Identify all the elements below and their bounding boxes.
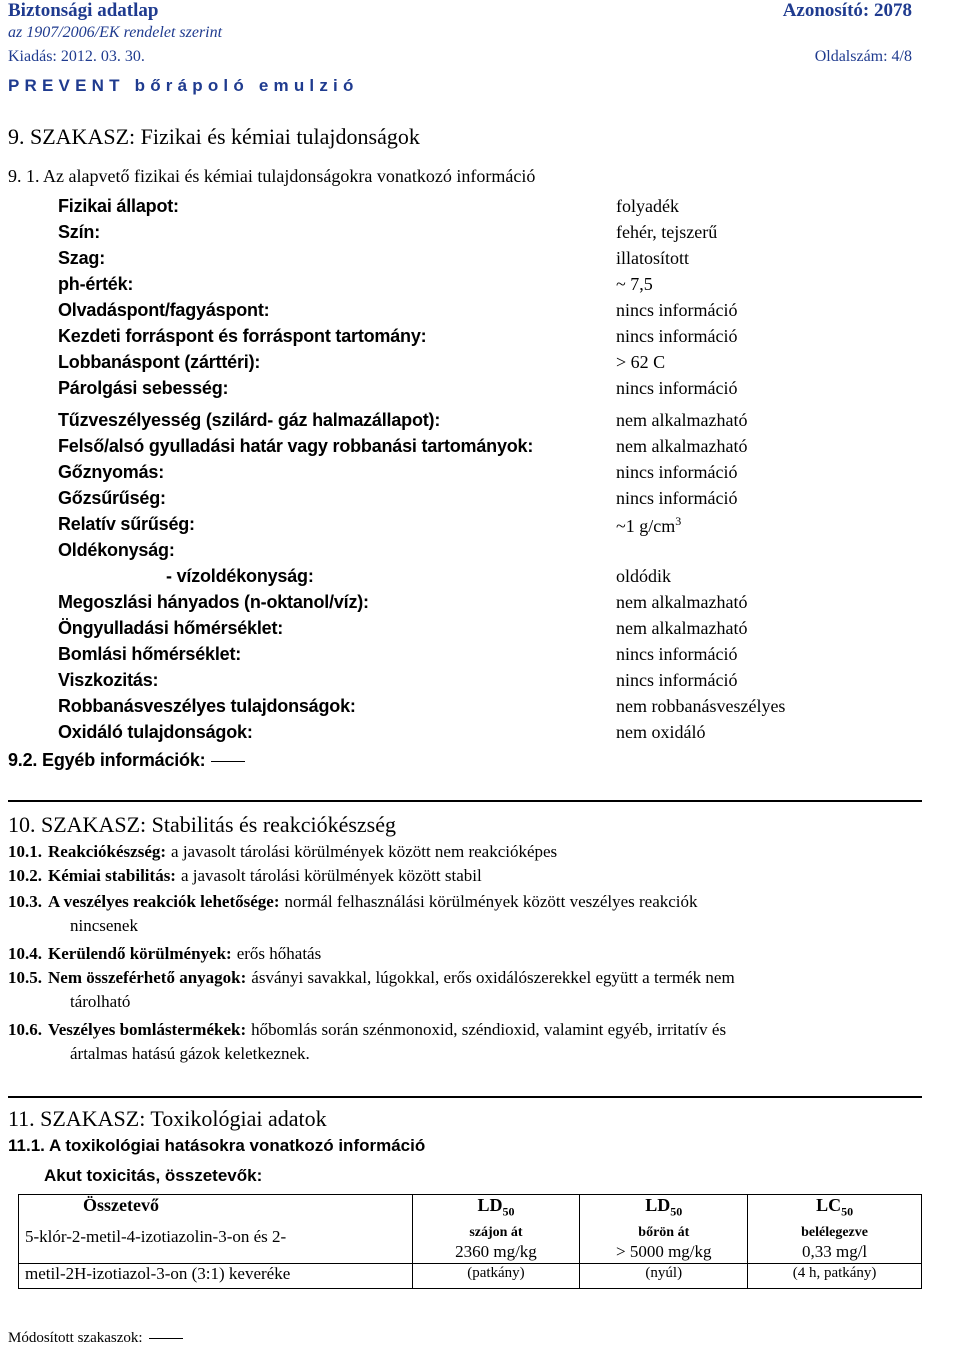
property-label: Szag: <box>58 248 106 268</box>
dermal-species: (nyúl) <box>580 1264 748 1289</box>
oral-species: (patkány) <box>412 1264 580 1289</box>
property-value <box>616 644 737 665</box>
property-value-text: fehér, tejszerű <box>616 222 718 242</box>
product-name: PREVENT bőrápoló emulzió <box>8 76 359 95</box>
document-title: Biztonsági adatlap <box>8 0 159 21</box>
property-value <box>616 696 785 717</box>
property-value-text: illatosított <box>616 248 690 268</box>
section-9-title: 9. SZAKASZ: Fizikai és kémiai tulajdonságok <box>8 124 420 149</box>
item-label: Nem összeférhető anyagok: <box>48 968 247 987</box>
property-label: Olvadáspont/fagyáspont: <box>58 300 270 320</box>
subheader-oral: szájon át 2360 mg/kg <box>412 1225 580 1264</box>
modified-sections <box>8 1330 183 1347</box>
item-label: Veszélyes bomlástermékek: <box>48 1020 247 1039</box>
toxicity-table <box>18 1194 922 1289</box>
property-label: Oldékonyság: <box>58 540 175 560</box>
property-label: Bomlási hőmérséklet: <box>58 644 242 664</box>
property-label: Relatív sűrűség: <box>58 514 195 534</box>
property-value <box>616 300 737 321</box>
item-text-continued: tárolható <box>70 992 131 1011</box>
property-label: ph-érték: <box>58 274 134 294</box>
item-number: 10.5. <box>8 968 42 987</box>
item-text-continued: ártalmas hatású gázok keletkeznek. <box>70 1044 310 1063</box>
dash-mark <box>211 761 245 762</box>
property-value-text: ~1 g/cm <box>616 516 676 536</box>
property-value-text: nem oxidáló <box>616 722 706 742</box>
property-value <box>616 352 665 373</box>
issue-date: Kiadás: 2012. 03. 30. <box>8 48 145 65</box>
property-value <box>616 722 705 743</box>
item-number: 10.4. <box>8 944 42 963</box>
property-label: Megoszlási hányados (n-oktanol/víz): <box>58 592 369 612</box>
section-9-1-subtitle: 9. 1. Az alapvető fizikai és kémiai tulajdonságokra vonatkozó információ <box>8 166 536 186</box>
property-value-text: oldódik <box>616 566 672 586</box>
dash-mark <box>149 1338 183 1339</box>
stability-item <box>8 968 735 988</box>
property-value-text: nincs információ <box>616 326 738 346</box>
property-value <box>616 378 737 399</box>
other-info-label: 9.2. Egyéb információk: <box>8 750 206 770</box>
stability-item <box>8 1020 726 1040</box>
property-label: - vízoldékonyság: <box>166 566 314 586</box>
inhalation-species: (4 h, patkány) <box>748 1264 922 1289</box>
property-value-text: ~ 7,5 <box>616 274 653 294</box>
inhalation-value: 0,33 mg/l <box>801 1242 868 1261</box>
section-divider <box>8 1096 922 1098</box>
stability-item <box>8 866 482 886</box>
header-component: Összetevő <box>19 1195 413 1226</box>
table-header-row <box>19 1195 922 1226</box>
document-id: Azonosító: 2078 <box>782 0 912 21</box>
component-cell <box>19 1225 413 1264</box>
property-value-text: folyadék <box>616 196 679 216</box>
item-number: 10.1. <box>8 842 42 861</box>
property-value-text: nincs információ <box>616 300 738 320</box>
modified-sections-label: Módosított szakaszok: <box>8 1330 143 1346</box>
item-label: A veszélyes reakciók lehetősége: <box>48 892 280 911</box>
item-text-continued: nincsenek <box>70 916 138 935</box>
property-value-text: nincs információ <box>616 462 738 482</box>
table-caption: Akut toxicitás, összetevők: <box>44 1166 263 1185</box>
table-row <box>19 1264 922 1289</box>
property-value <box>616 248 689 269</box>
header-lc: $LC_{50}$ <box>748 1195 922 1226</box>
section-11-title: 11. SZAKASZ: Toxikológiai adatok <box>8 1106 327 1131</box>
property-label: Szín: <box>58 222 100 242</box>
item-number: 10.3. <box>8 892 42 911</box>
regulation-reference: az 1907/2006/EK rendelet szerint <box>8 24 223 41</box>
property-value-text: nem alkalmazható <box>616 436 748 456</box>
header-ld-oral: $LD_{50}$ <box>412 1195 580 1226</box>
oral-value: 2360 mg/kg <box>455 1242 537 1261</box>
property-value <box>616 462 737 483</box>
property-value <box>616 670 737 691</box>
stability-item <box>8 842 557 862</box>
subheader-dermal: bőrön át > 5000 mg/kg <box>580 1225 748 1264</box>
dermal-value: > 5000 mg/kg <box>615 1242 712 1261</box>
item-text: hőbomlás során szénmonoxid, széndioxid, valamint egyéb, irritatív és <box>251 1020 727 1039</box>
property-label: Robbanásveszélyes tulajdonságok: <box>58 696 356 716</box>
property-value <box>616 410 747 431</box>
property-label: Felső/alsó gyulladási határ vagy robbanási tartományok: <box>58 436 534 456</box>
other-info <box>8 750 245 771</box>
property-value <box>616 488 737 509</box>
table-subheader-row <box>19 1225 922 1264</box>
property-value <box>616 436 747 457</box>
item-label: Kerülendő körülmények: <box>48 944 232 963</box>
section-divider <box>8 800 922 802</box>
property-value-text: nem alkalmazható <box>616 410 748 430</box>
property-value-text: > 62 C <box>616 352 666 372</box>
property-value-text: nincs információ <box>616 378 738 398</box>
item-text: erős hőhatás <box>236 944 322 963</box>
item-number: 10.2. <box>8 866 42 885</box>
property-label: Kezdeti forráspont és forráspont tartomány: <box>58 326 427 346</box>
property-value <box>616 514 681 537</box>
item-label: Reakciókészség: <box>48 842 167 861</box>
property-label: Tűzveszélyesség (szilárd- gáz halmazállapot): <box>58 410 441 430</box>
component-name-line2: metil-2H-izotiazol-3-on (3:1) keveréke <box>19 1264 413 1289</box>
property-value <box>616 326 737 347</box>
property-value-text: nem alkalmazható <box>616 618 748 638</box>
property-value <box>616 592 747 613</box>
property-label: Gőznyomás: <box>58 462 165 482</box>
item-label: Kémiai stabilitás: <box>48 866 176 885</box>
stability-item <box>8 892 698 912</box>
property-value-text: nincs információ <box>616 488 738 508</box>
section-10-title: 10. SZAKASZ: Stabilitás és reakciókészség <box>8 812 396 837</box>
section-11-1-subtitle: 11.1. A toxikológiai hatásokra vonatkozó információ <box>8 1136 426 1155</box>
property-value-text: nem alkalmazható <box>616 592 748 612</box>
item-number: 10.6. <box>8 1020 42 1039</box>
property-label: Gőzsűrűség: <box>58 488 166 508</box>
property-value <box>616 618 747 639</box>
item-text: normál felhasználási körülmények között veszélyes reakciók <box>284 892 698 911</box>
component-name-line1: 5-klór-2-metil-4-izotiazolin-3-on és 2- <box>25 1227 287 1246</box>
subheader-inhalation: belélegezve 0,33 mg/l <box>748 1225 922 1264</box>
property-label: Párolgási sebesség: <box>58 378 229 398</box>
item-text: a javasolt tárolási körülmények között nem reakcióképes <box>171 842 558 861</box>
property-value <box>616 274 653 295</box>
property-value <box>616 196 679 217</box>
page-number: Oldalszám: 4/8 <box>814 48 912 65</box>
property-value-superscript: 3 <box>675 514 682 528</box>
property-value-text: nincs információ <box>616 670 738 690</box>
property-value <box>616 222 717 243</box>
property-value <box>616 566 671 587</box>
property-value-text: nem robbanásveszélyes <box>616 696 786 716</box>
property-label: Viszkozitás: <box>58 670 159 690</box>
property-label: Lobbanáspont (zárttéri): <box>58 352 261 372</box>
item-text: a javasolt tárolási körülmények között stabil <box>180 866 482 885</box>
property-label: Fizikai állapot: <box>58 196 179 216</box>
property-label: Oxidáló tulajdonságok: <box>58 722 253 742</box>
item-text: ásványi savakkal, lúgokkal, erős oxidálószerekkel együtt a termék nem <box>251 968 735 987</box>
property-label: Öngyulladási hőmérséklet: <box>58 618 284 638</box>
header-ld-dermal: $LD_{50}$ <box>580 1195 748 1226</box>
property-value-text: nincs információ <box>616 644 738 664</box>
stability-item <box>8 944 321 964</box>
